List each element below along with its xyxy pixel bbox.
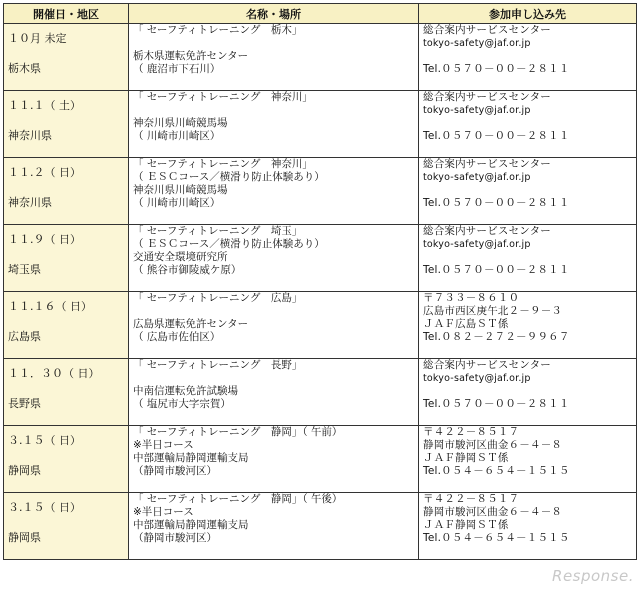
name-place-line: 栃木県運転免許センター bbox=[133, 50, 249, 62]
name-place-line: 交通安全環境研究所 bbox=[133, 251, 228, 263]
name-place-line: 中部運輸局静岡運輸支局 bbox=[133, 519, 249, 531]
contact-cell bbox=[419, 158, 637, 225]
name-place-line bbox=[129, 104, 418, 117]
contact-line: 静岡市駿河区曲金６－４－８ bbox=[423, 439, 563, 451]
name-place-line: （静岡市駿河区） bbox=[133, 532, 217, 544]
contact-line: 総合案内サービスセンター bbox=[423, 225, 551, 237]
contact-cell bbox=[419, 493, 637, 560]
contact-email: tokyo-safety@jaf.or.jp bbox=[423, 373, 531, 384]
date-area-cell bbox=[4, 359, 129, 426]
prefecture: 栃木県 bbox=[8, 62, 41, 75]
prefecture: 神奈川県 bbox=[8, 129, 52, 142]
contact-cell bbox=[419, 292, 637, 359]
name-place-cell bbox=[129, 426, 419, 493]
name-place-cell bbox=[129, 158, 419, 225]
name-place-line bbox=[129, 37, 418, 50]
contact-line: 総合案内サービスセンター bbox=[423, 158, 551, 170]
contact-line: Tel.０５４－６５４－１５１５ bbox=[423, 532, 570, 544]
event-date: １１.１６（ 日） bbox=[8, 300, 92, 313]
event-date: １１.２（ 日） bbox=[8, 166, 81, 179]
contact-line bbox=[419, 117, 636, 130]
name-place-cell bbox=[129, 225, 419, 292]
name-place-line: 中南信運転免許試験場 bbox=[133, 385, 238, 397]
contact-line: 広島市西区庚午北２－９－３ bbox=[423, 305, 563, 317]
table-row bbox=[4, 91, 637, 158]
contact-line: Tel.０５７０－００－２８１１ bbox=[423, 63, 570, 75]
contact-line: ＪＡＦ広島ＳＴ係 bbox=[423, 318, 509, 330]
name-place-line: （ 塩尻市大字宗賀） bbox=[133, 398, 231, 410]
event-date: １１.９（ 日） bbox=[8, 233, 81, 246]
contact-cell bbox=[419, 24, 637, 91]
header-date-area: 開催日・地区 bbox=[4, 4, 129, 24]
name-place-line: 「 セーフティトレーニング 静岡」（ 午後） bbox=[133, 493, 343, 505]
contact-line: Tel.０５７０－００－２８１１ bbox=[423, 130, 570, 142]
name-place-cell bbox=[129, 24, 419, 91]
contact-line: Tel.０５７０－００－２８１１ bbox=[423, 398, 570, 410]
contact-cell bbox=[419, 225, 637, 292]
event-date: ３.１５（ 日） bbox=[8, 501, 81, 514]
event-date: ３.１５（ 日） bbox=[8, 434, 81, 447]
name-place-line: 神奈川県川崎競馬場 bbox=[133, 184, 228, 196]
name-place-line: （ 川崎市川崎区） bbox=[133, 197, 221, 209]
contact-line bbox=[419, 184, 636, 197]
name-place-line: （ 広島市佐伯区） bbox=[133, 331, 221, 343]
response-watermark-logo: Response. bbox=[552, 567, 634, 585]
contact-line: 総合案内サービスセンター bbox=[423, 359, 551, 371]
contact-email: tokyo-safety@jaf.or.jp bbox=[423, 105, 531, 116]
name-place-line bbox=[129, 372, 418, 385]
contact-cell bbox=[419, 426, 637, 493]
table-row bbox=[4, 359, 637, 426]
contact-line: 総合案内サービスセンター bbox=[423, 24, 551, 36]
name-place-line: 「 セーフティトレーニング 長野」 bbox=[133, 359, 303, 371]
name-place-line: 「 セーフティトレーニング 栃木」 bbox=[133, 24, 303, 36]
prefecture: 静岡県 bbox=[8, 464, 41, 477]
date-area-cell bbox=[4, 91, 129, 158]
name-place-line: 「 セーフティトレーニング 静岡」（ 午前） bbox=[133, 426, 343, 438]
name-place-line: 「 セーフティトレーニング 神奈川」 bbox=[133, 158, 313, 170]
name-place-cell bbox=[129, 91, 419, 158]
table-body bbox=[4, 24, 637, 560]
name-place-cell bbox=[129, 292, 419, 359]
contact-email: tokyo-safety@jaf.or.jp bbox=[423, 172, 531, 183]
event-date: １１.１（ 土） bbox=[8, 99, 81, 112]
contact-line bbox=[419, 385, 636, 398]
event-schedule-table bbox=[3, 3, 637, 560]
name-place-line: （ ＥＳＣコース／横滑り防止体験あり） bbox=[133, 171, 325, 183]
name-place-line: ※半日コース bbox=[133, 506, 194, 518]
name-place-line: 「 セーフティトレーニング 神奈川」 bbox=[133, 91, 313, 103]
contact-email: tokyo-safety@jaf.or.jp bbox=[423, 38, 531, 49]
contact-line: Tel.０５７０－００－２８１１ bbox=[423, 264, 570, 276]
date-area-cell bbox=[4, 426, 129, 493]
contact-line: Tel.０５４－６５４－１５１５ bbox=[423, 465, 570, 477]
contact-line bbox=[419, 50, 636, 63]
name-place-cell bbox=[129, 493, 419, 560]
contact-line bbox=[419, 251, 636, 264]
contact-line: ＪＡＦ静岡ＳＴ係 bbox=[423, 519, 509, 531]
contact-line: 〒４２２－８５１７ bbox=[423, 493, 520, 505]
name-place-line: 「 セーフティトレーニング 広島」 bbox=[133, 292, 303, 304]
name-place-line: 広島県運転免許センター bbox=[133, 318, 249, 330]
date-area-cell bbox=[4, 493, 129, 560]
event-date: １０月 未定 bbox=[8, 32, 67, 45]
name-place-cell bbox=[129, 359, 419, 426]
contact-line: 〒７３３－８６１０ bbox=[423, 292, 520, 304]
date-area-cell bbox=[4, 158, 129, 225]
name-place-line: （ 熊谷市御陵威ケ原） bbox=[133, 264, 242, 276]
contact-line: 静岡市駿河区曲金６－４－８ bbox=[423, 506, 563, 518]
prefecture: 長野県 bbox=[8, 397, 41, 410]
date-area-cell bbox=[4, 225, 129, 292]
date-area-cell bbox=[4, 292, 129, 359]
contact-cell bbox=[419, 359, 637, 426]
name-place-line: ※半日コース bbox=[133, 439, 194, 451]
prefecture: 埼玉県 bbox=[8, 263, 41, 276]
prefecture: 神奈川県 bbox=[8, 196, 52, 209]
header-contact: 参加申し込み先 bbox=[419, 4, 637, 24]
name-place-line: （静岡市駿河区） bbox=[133, 465, 217, 477]
table-row bbox=[4, 225, 637, 292]
contact-line: 総合案内サービスセンター bbox=[423, 91, 551, 103]
name-place-line: （ 鹿沼市下石川） bbox=[133, 63, 221, 75]
name-place-line bbox=[129, 305, 418, 318]
contact-email: tokyo-safety@jaf.or.jp bbox=[423, 239, 531, 250]
name-place-line: （ ＥＳＣコース／横滑り防止体験あり） bbox=[133, 238, 325, 250]
contact-line: Tel.０８２－２７２－９９６７ bbox=[423, 331, 570, 343]
table-row bbox=[4, 24, 637, 91]
table-row bbox=[4, 426, 637, 493]
table-row bbox=[4, 158, 637, 225]
table-row bbox=[4, 493, 637, 560]
prefecture: 広島県 bbox=[8, 330, 41, 343]
date-area-cell bbox=[4, 24, 129, 91]
table-row bbox=[4, 292, 637, 359]
header-name-place: 名称・場所 bbox=[129, 4, 419, 24]
name-place-line: 「 セーフティトレーニング 埼玉」 bbox=[133, 225, 303, 237]
name-place-line: 神奈川県川崎競馬場 bbox=[133, 117, 228, 129]
contact-cell bbox=[419, 91, 637, 158]
event-date: １１．３０（ 日） bbox=[8, 367, 100, 380]
contact-line: 〒４２２－８５１７ bbox=[423, 426, 520, 438]
name-place-line: 中部運輸局静岡運輸支局 bbox=[133, 452, 249, 464]
contact-line: ＪＡＦ静岡ＳＴ係 bbox=[423, 452, 509, 464]
name-place-line: （ 川崎市川崎区） bbox=[133, 130, 221, 142]
contact-line: Tel.０５７０－００－２８１１ bbox=[423, 197, 570, 209]
table-header-row bbox=[4, 4, 637, 24]
prefecture: 静岡県 bbox=[8, 531, 41, 544]
